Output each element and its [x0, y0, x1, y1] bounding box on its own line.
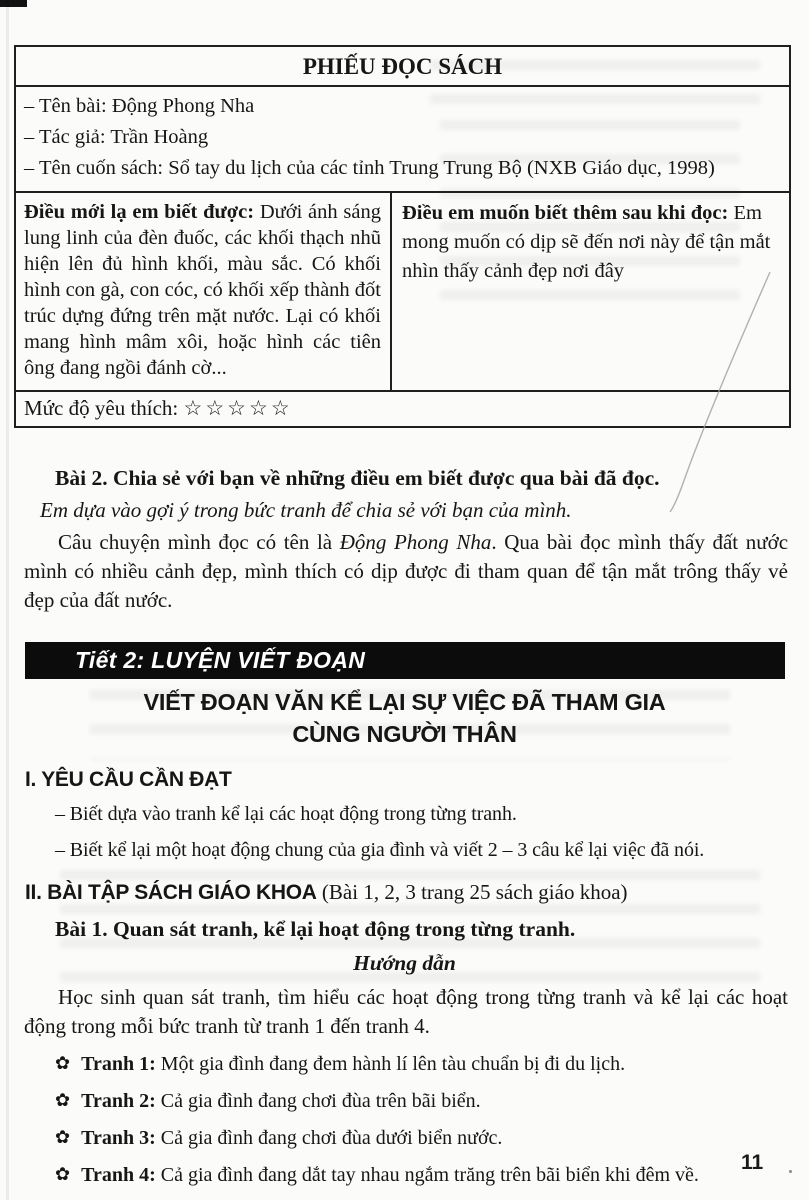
guide-heading: Hướng dẫn [353, 951, 456, 975]
picture-item [55, 1088, 797, 1115]
left-cell-label: Điều mới lạ em biết được: [24, 201, 255, 223]
picture-item [55, 1125, 797, 1152]
picture-label: Tranh 3: [81, 1127, 156, 1149]
card-info [16, 87, 789, 193]
picture-label: Tranh 1: [81, 1053, 156, 1075]
card-info-line-author: – Tác giả: Trần Hoàng [24, 126, 209, 148]
exercise2-heading: Bài 2. Chia sẻ với bạn về những điều em biết được qua bài đã đọc. [55, 466, 660, 490]
sgk-heading-bold: II. BÀI TẬP SÁCH GIÁO KHOA [25, 881, 317, 904]
picture-text: Một gia đình đang đem hành lí lên tàu chuẩn bị đi du lịch. [155, 1053, 626, 1075]
rating-label: Mức độ yêu thích: [24, 396, 179, 420]
card-info-line-title: – Tên bài: Động Phong Nha [24, 95, 255, 117]
right-cell-text: Em mong muốn có dịp sẽ đến nơi này để tận mắt nhìn thấy cảnh đẹp nơi đây [402, 202, 771, 282]
answer-text-before: Câu chuyện mình đọc có tên là [58, 530, 340, 554]
card-right-cell [392, 193, 789, 390]
exercise1-heading: Bài 1. Quan sát tranh, kể lại hoạt động trong từng tranh. [55, 917, 576, 941]
right-cell-label: Điều em muốn biết thêm sau khi đọc: [402, 202, 729, 224]
banner-title: Tiết 2: LUYỆN VIẾT ĐOẠN [75, 647, 366, 673]
guide-paragraph: Học sinh quan sát tranh, tìm hiểu các hoạt động trong từng tranh và kể lại các hoạt động trong mỗi bức tranh từ tranh 1 đến tranh 4. [24, 985, 788, 1038]
lesson-heading [0, 689, 809, 747]
sgk-heading-note: (Bài 1, 2, 3 trang 25 sách giáo khoa) [316, 880, 628, 904]
picture-text: Cả gia đình đang chơi đùa dưới biển nước. [155, 1127, 503, 1149]
requirement-item: – Biết dựa vào tranh kể lại các hoạt động trong từng tranh. [55, 803, 517, 825]
card-info-line-book: – Tên cuốn sách: Sổ tay du lịch của các tỉnh Trung Trung Bộ (NXB Giáo dục, 1998) [24, 157, 715, 179]
ink-dot-artifact [789, 1170, 792, 1173]
picture-item [55, 1162, 797, 1189]
rating-stars: ☆☆☆☆☆ [183, 396, 293, 420]
page-number: 11 [741, 1151, 764, 1174]
card-title: PHIẾU ĐỌC SÁCH [16, 47, 789, 87]
card-columns [16, 193, 789, 392]
picture-label: Tranh 2: [81, 1090, 156, 1112]
lesson-banner [25, 642, 785, 679]
book-title-italic: Động Phong Nha [339, 530, 492, 554]
florette-bullet-icon: ✿ [55, 1053, 71, 1073]
picture-text: Cả gia đình đang dắt tay nhau ngắm trăng trên bãi biển khi đêm về. [155, 1164, 699, 1186]
answer-text-after: . Qua bài đọc mình thấy đất nước mình có nhiều cảnh đẹp, mình thích có dịp được đi tham quan để tận mắt trông thấy vẻ đẹp của đất nước. [24, 530, 789, 612]
picture-label: Tranh 4: [81, 1164, 156, 1186]
rating-row [16, 392, 789, 426]
picture-item [55, 1051, 797, 1078]
left-cell-text: Dưới ánh sáng lung linh của đèn đuốc, các khối thạch nhũ hiện lên đủ hình khối, màu sắc. Có khối hình con gà, con cóc, có khối xếp thành đốt trúc dựng đứng trên mặt nước. Lại có khối mang hình mâm xôi, hoặc hình các tiên ông đang ngồi đánh cờ... [24, 201, 381, 379]
florette-bullet-icon: ✿ [55, 1090, 71, 1110]
exercise2-hint: Em dựa vào gợi ý trong bức tranh để chia sẻ với bạn của mình. [40, 498, 572, 522]
requirements-heading: I. YÊU CẦU CẦN ĐẠT [25, 768, 232, 791]
sgk-heading [25, 879, 809, 906]
heading-line1: VIẾT ĐOẠN VĂN KỂ LẠI SỰ VIỆC ĐÃ THAM GIA [143, 689, 666, 715]
exercise2-answer [24, 528, 788, 615]
florette-bullet-icon: ✿ [55, 1127, 71, 1147]
heading-line2: CÙNG NGƯỜI THÂN [292, 721, 517, 747]
scan-corner-artifact [0, 0, 27, 7]
reading-card-table [14, 45, 791, 428]
picture-text: Cả gia đình đang chơi đùa trên bãi biển. [155, 1090, 481, 1112]
card-left-cell [16, 193, 392, 390]
requirement-item: – Biết kể lại một hoạt động chung của gia đình và viết 2 – 3 câu kể lại việc đã nói. [55, 839, 705, 861]
page-body [0, 455, 809, 1189]
florette-bullet-icon: ✿ [55, 1164, 71, 1184]
